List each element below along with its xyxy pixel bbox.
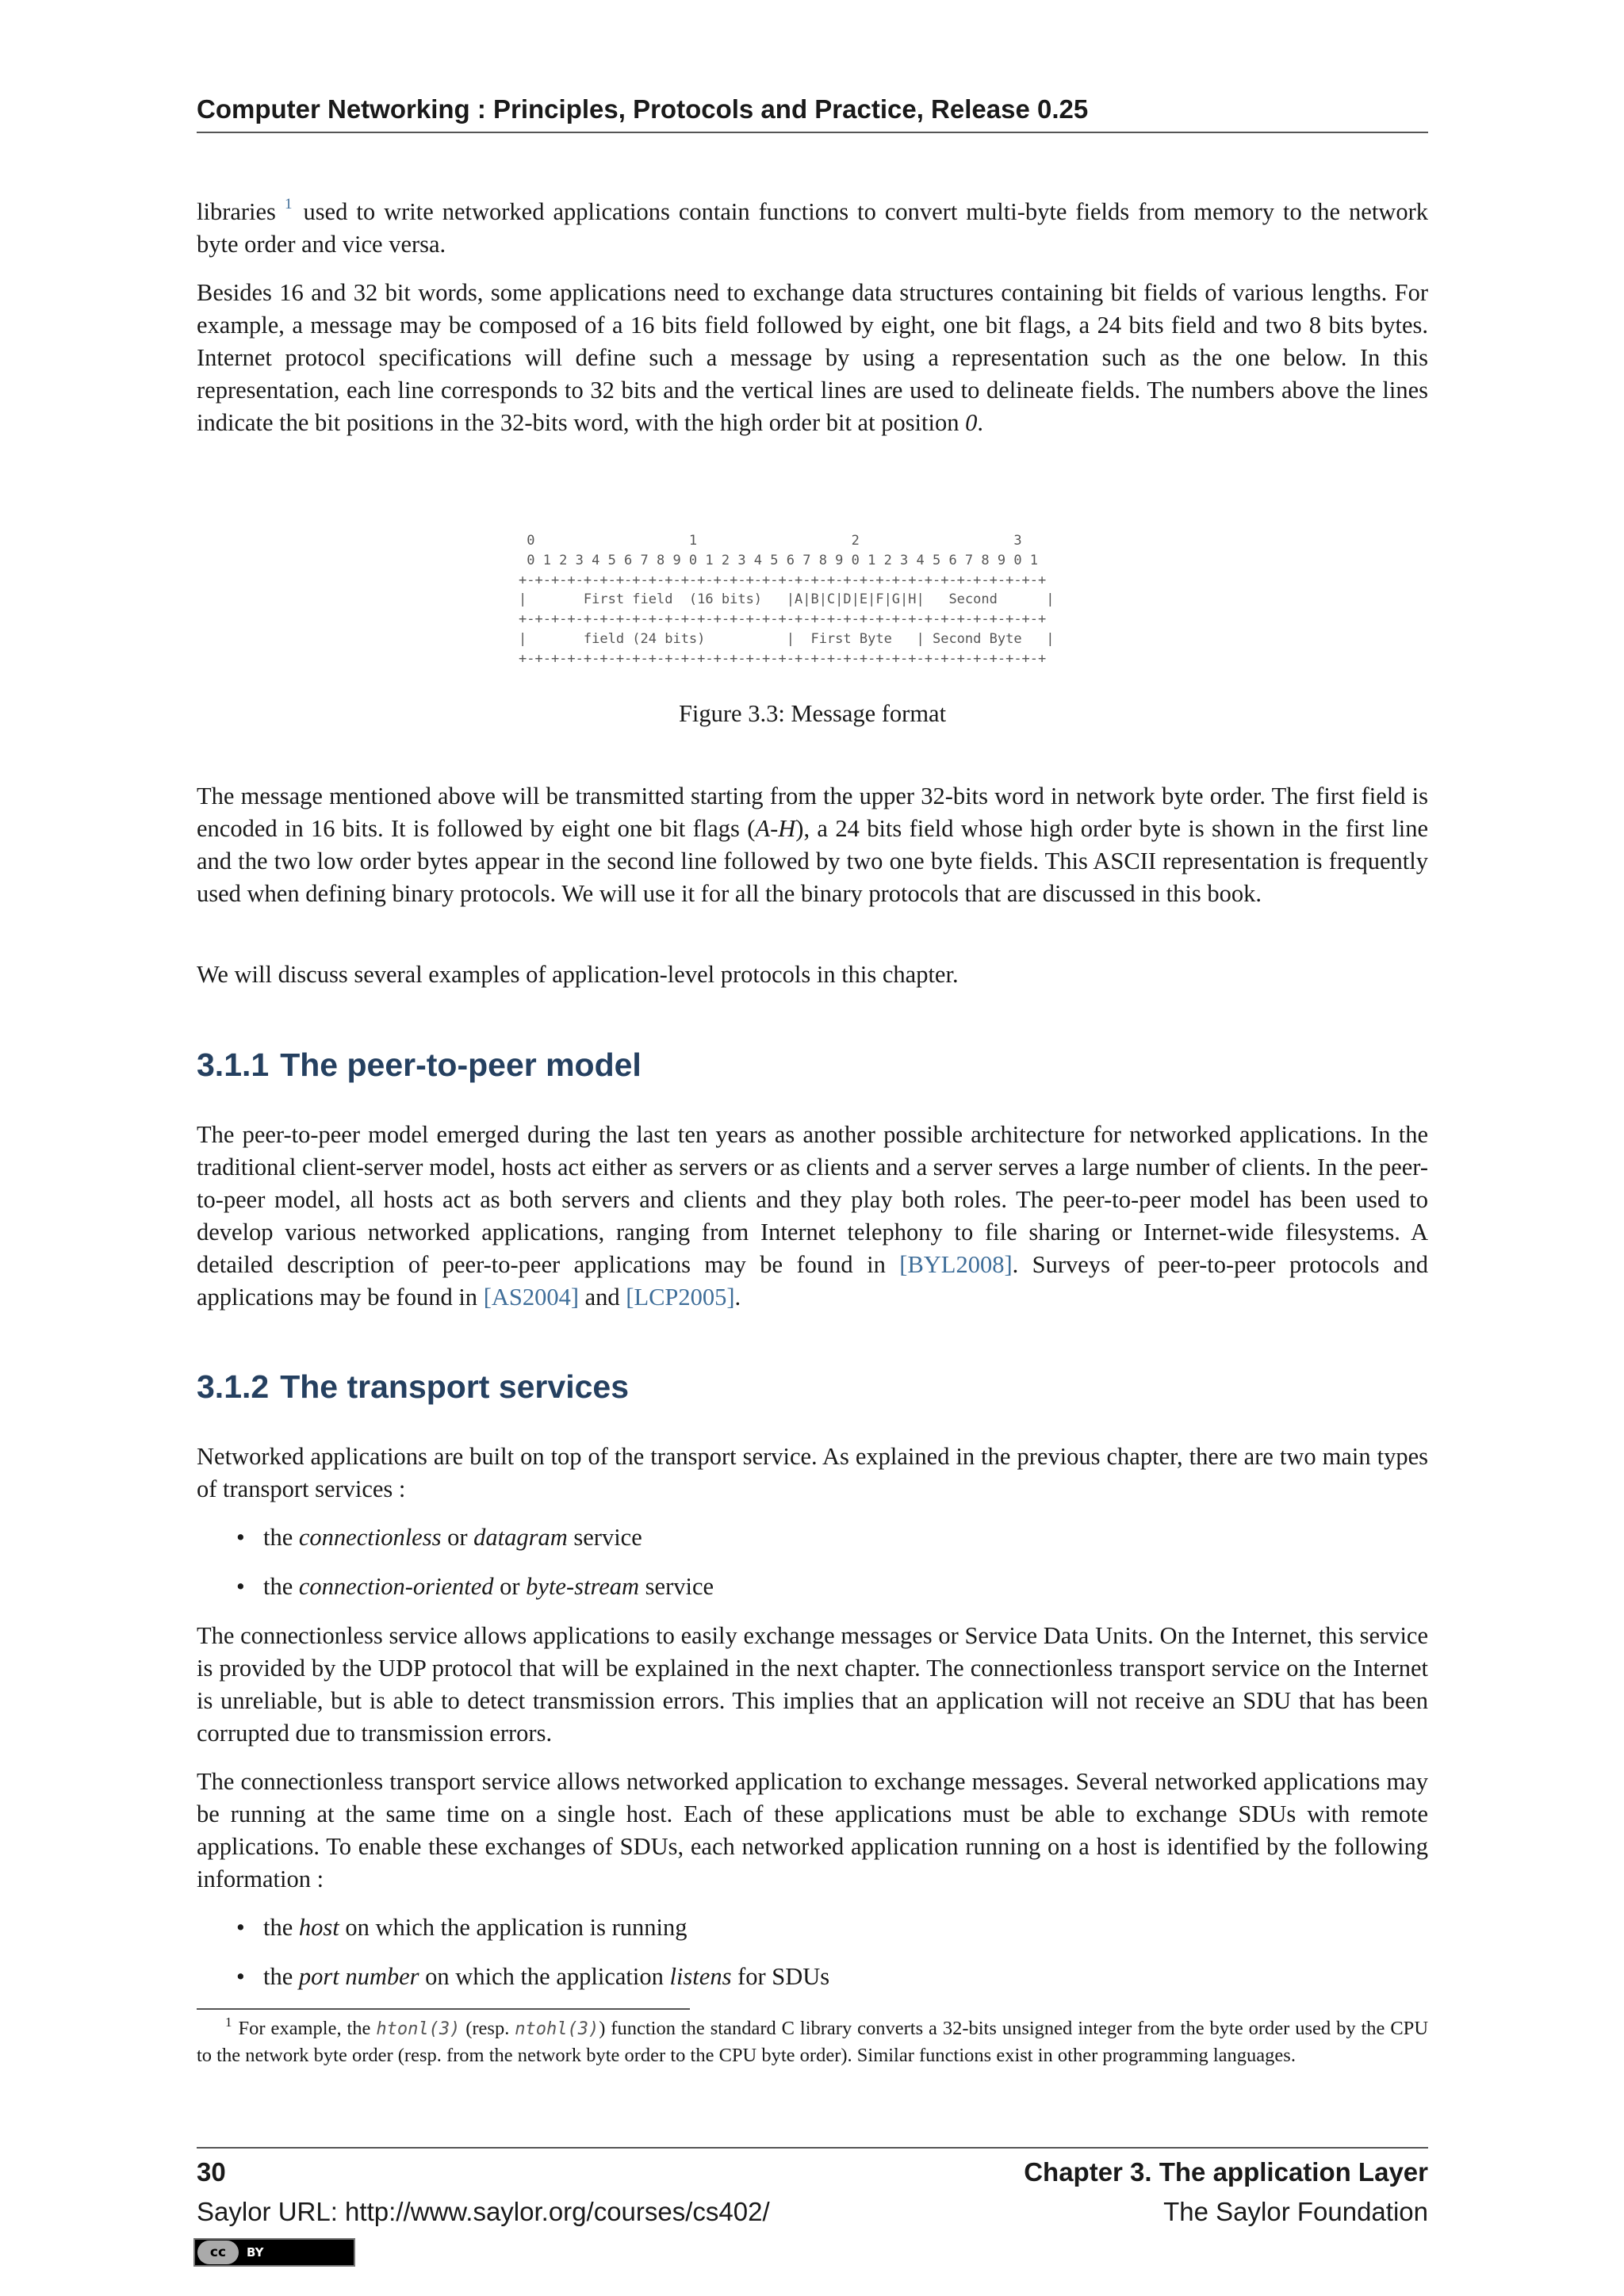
- ascii-message-format-figure: [519, 531, 1121, 671]
- chapter-title: Chapter 3. The application Layer: [1024, 2157, 1428, 2187]
- figure-line: | field (24 bits) | First Byte | Second Byte |: [519, 630, 1055, 647]
- figure-line: 0 1 2 3: [519, 533, 1022, 549]
- section-heading-peer-to-peer: 3.1.1 The peer-to-peer model: [197, 1047, 642, 1083]
- citation-link-lcp2005[interactable]: [LCP2005]: [626, 1284, 735, 1311]
- list-item: • the connectionless or datagram service: [236, 1524, 642, 1551]
- cc-icon: cc: [197, 2241, 239, 2264]
- foundation-name: The Saylor Foundation: [1163, 2197, 1428, 2226]
- list-item: • the connection-oriented or byte-stream service: [236, 1573, 714, 1600]
- figure-line: +-+-+-+-+-+-+-+-+-+-+-+-+-+-+-+-+-+-+-+-+-+-+-+-+-+-+-+-+-+-+-+-+: [519, 650, 1047, 667]
- code-htonl: htonl(3): [376, 2019, 461, 2039]
- running-header: Computer Networking : Principles, Protocols and Practice, Release 0.25: [197, 89, 1428, 133]
- figure-line: +-+-+-+-+-+-+-+-+-+-+-+-+-+-+-+-+-+-+-+-+-+-+-+-+-+-+-+-+-+-+-+-+: [519, 572, 1047, 588]
- list-item: • the port number on which the application listens for SDUs: [236, 1963, 830, 1990]
- footnote-marker: 1: [225, 2015, 232, 2030]
- footnote-reference[interactable]: 1: [284, 196, 293, 212]
- section-heading-transport-services: 3.1.2 The transport services: [197, 1368, 629, 1405]
- footnote-divider: [197, 2008, 690, 2010]
- by-icon: BY: [247, 2245, 264, 2260]
- cc-by-license-icon: [193, 2238, 355, 2267]
- figure-caption: Figure 3.3: Message format: [678, 700, 947, 727]
- figure-line: 0 1 2 3 4 5 6 7 8 9 0 1 2 3 4 5 6 7 8 9 0 1 2 3 4 5 6 7 8 9 0 1: [519, 552, 1039, 568]
- citation-link-byl2008[interactable]: [BYL2008]: [899, 1251, 1013, 1278]
- paragraph-chapter-intro: We will discuss several examples of application-level protocols in this chapter.: [197, 961, 959, 988]
- figure-line: +-+-+-+-+-+-+-+-+-+-+-+-+-+-+-+-+-+-+-+-+-+-+-+-+-+-+-+-+-+-+-+-+: [519, 611, 1047, 628]
- paragraph-byte-order: libraries $^1$ used to write networked applications contain functions to convert multi-byte fields from memory to the network byte order and vice versa.: [197, 196, 1428, 258]
- list-item: • the host on which the application is running: [236, 1914, 688, 1941]
- page-number: 30: [197, 2157, 226, 2187]
- figure-line: | First field (16 bits) |A|B|C|D|E|F|G|H| Second |: [519, 591, 1055, 608]
- paragraph-peer-to-peer: The peer-to-peer model emerged during the last ten years as another possible architecture for networked applications. In the traditional client-server model, hosts act either as servers or as clients and a server serves a large number of clients. In the peer-to-peer model, all hosts act as both servers and clients and they play both roles. The peer-to-peer model has been used to develop various networked applications, ranging from Internet telephony to file sharing or Internet-wide filesystems. A detailed description of peer-to-peer applications may be found in [BYL2008]. Surveys of peer-to-peer protocols and applications may be found in [AS2004] and [LCP2005].: [197, 1121, 1428, 1311]
- footnote: $^1$ For example, the htonl(3) (resp. ntohl(3)) function the standard C library converts a 32-bits unsigned integer from the byte order used by the CPU to the network byte order (resp. from the network byte order to the CPU byte order). Similar functions exist in other programming languages.: [197, 2015, 1429, 2066]
- code-ntohl: ntohl(3): [515, 2019, 599, 2039]
- paragraph-application-identification: The connectionless transport service allows networked application to exchange messages. Several networked applications may be running at the same time on a single host. Each of these applications must be able to exchange SDUs with remote applications. To enable these exchanges of SDUs, each networked application running on a host is identified by the following information :: [197, 1768, 1428, 1892]
- paragraph-transmission-order: The message mentioned above will be transmitted starting from the upper 32-bits word in network byte order. The first field is encoded in 16 bits. It is followed by eight one bit flags (A-H), a 24 bits field whose high order byte is shown in the first line and the two low order bytes appear in the second line followed by two one byte fields. This ASCII representation is frequently used when defining binary protocols. We will use it for all the binary protocols that are discussed in this book.: [197, 783, 1428, 907]
- footer-divider: [197, 2147, 1428, 2149]
- citation-link-as2004[interactable]: [AS2004]: [483, 1284, 579, 1311]
- saylor-url[interactable]: Saylor URL: http://www.saylor.org/courses/cs402/: [197, 2197, 770, 2226]
- paragraph-bit-fields: Besides 16 and 32 bit words, some applications need to exchange data structures containing bit fields of various lengths. For example, a message may be composed of a 16 bits field followed by eight, one bit flags, a 24 bits field and two 8 bits bytes. Internet protocol specifications will define such a message by using a representation such as the one below. In this representation, each line corresponds to 32 bits and the vertical lines are used to delineate fields. The numbers above the lines indicate the bit positions in the 32-bits word, with the high order bit at position 0.: [197, 279, 1428, 436]
- paragraph-transport-intro: Networked applications are built on top of the transport service. As explained in the previous chapter, there are two main types of transport services :: [197, 1443, 1428, 1502]
- paragraph-connectionless-service: The connectionless service allows applications to easily exchange messages or Service Data Units. On the Internet, this service is provided by the UDP protocol that will be explained in the next chapter. The connectionless transport service on the Internet is unreliable, but is able to detect transmission errors. This implies that an application will not receive an SDU that has been corrupted due to transmission errors.: [197, 1622, 1428, 1747]
